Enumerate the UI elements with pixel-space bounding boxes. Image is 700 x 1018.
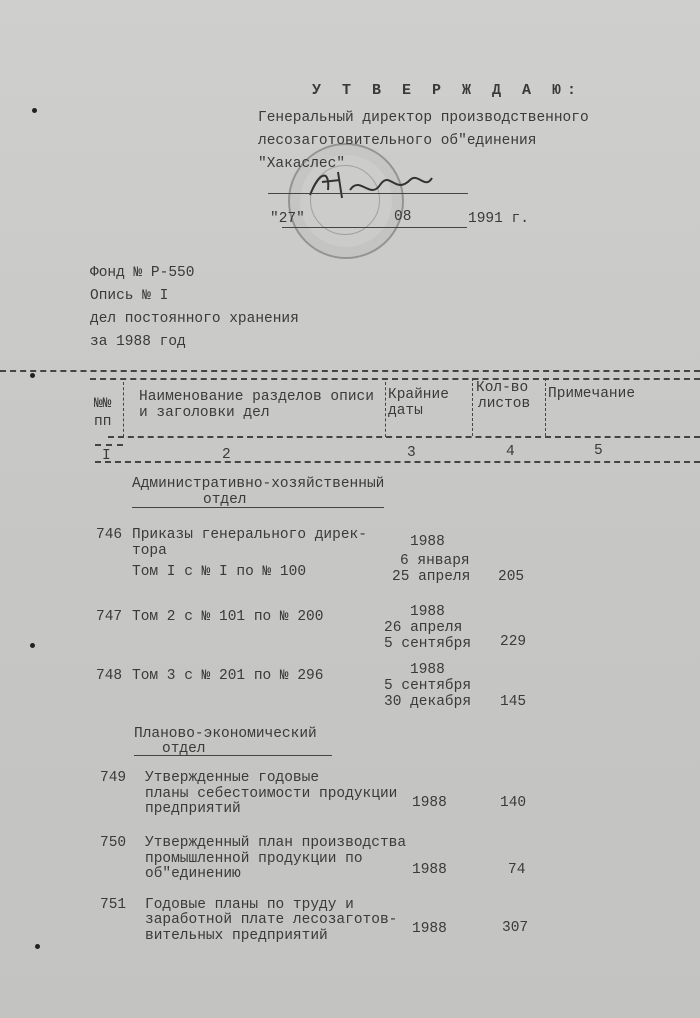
approval-line-3: "Хакаслес"	[258, 156, 346, 172]
row-746-name-1: Приказы генерального дирек-	[132, 527, 367, 543]
col-index-3: 3	[407, 445, 416, 461]
row-749-sheets: 140	[500, 795, 527, 811]
row-746-sub: Том I с № I по № 100	[132, 564, 307, 580]
row-746-date-2: 25 апреля	[392, 569, 471, 585]
row-750-sheets: 74	[508, 862, 526, 878]
row-750-num: 750	[100, 835, 127, 851]
row-751-name-3: вительных предприятий	[145, 928, 328, 944]
col-divider-2	[385, 382, 386, 437]
approval-title: У Т В Е Р Ж Д А Ю:	[312, 82, 583, 99]
row-747-num: 747	[96, 609, 123, 625]
col-name-header-1: Наименование разделов описи	[139, 389, 374, 405]
col-sheets-header-2: листов	[478, 396, 531, 412]
fond-number: Фонд № Р-550	[90, 265, 195, 281]
row-747-year: 1988	[410, 604, 445, 620]
row-747-date-1: 26 апреля	[384, 620, 463, 636]
signature-line	[268, 193, 468, 194]
opis-number: Опись № I	[90, 288, 169, 304]
row-750-name-2: промышленной продукции по	[145, 851, 363, 867]
col-num-header-1: №№	[94, 396, 112, 412]
col-index-4: 4	[506, 444, 515, 460]
row-751-name-1: Годовые планы по труду и	[145, 897, 354, 913]
col-divider-3	[472, 378, 473, 436]
row-746-year: 1988	[410, 534, 445, 550]
row-749-name-3: предприятий	[145, 801, 241, 817]
header-storage: дел постоянного хранения	[90, 311, 299, 327]
col-name-header-2: и заголовки дел	[139, 405, 270, 421]
section-plan-subtitle: отдел	[162, 741, 206, 757]
col-index-2: 2	[222, 447, 231, 463]
approval-date-year: 1991 г.	[468, 211, 529, 227]
director-signature	[300, 160, 440, 210]
section-admin-underline	[132, 507, 384, 508]
punch-mark	[30, 373, 35, 378]
row-748-num: 748	[96, 668, 123, 684]
row-751-year: 1988	[412, 921, 447, 937]
row-746-sheets: 205	[498, 569, 525, 585]
approval-date-day: "27"	[270, 211, 305, 227]
date-underline	[282, 227, 467, 228]
punch-mark	[35, 944, 40, 949]
row-751-num: 751	[100, 897, 127, 913]
row-748-name: Том 3 с № 201 по № 296	[132, 668, 324, 684]
row-748-sheets: 145	[500, 694, 527, 710]
table-top-dashes-2	[90, 378, 700, 380]
col-index-1: I	[102, 448, 111, 464]
row-749-num: 749	[100, 770, 127, 786]
section-admin-title: Административно-хозяйственный	[132, 476, 385, 492]
section-plan-underline	[134, 755, 332, 756]
col-dates-header-1: Крайние	[388, 387, 449, 403]
approval-date-month: 08	[394, 209, 412, 225]
row-750-year: 1988	[412, 862, 447, 878]
col-num-header-2: пп	[94, 414, 112, 430]
row-751-name-2: заработной плате лесозаготов-	[145, 912, 398, 928]
col-sheets-header-1: Кол-во	[476, 380, 529, 396]
col-index-5: 5	[594, 443, 603, 459]
row-750-name-1: Утвержденный план производства	[145, 835, 407, 851]
header-year: за 1988 год	[90, 334, 186, 350]
row-746-num: 746	[96, 527, 123, 543]
row-751-sheets: 307	[502, 920, 529, 936]
col-divider-1	[123, 382, 124, 437]
row-749-name-2: планы себестоимости продукции	[145, 786, 398, 802]
section-plan-title: Планово-экономический	[134, 726, 317, 742]
punch-mark	[32, 108, 37, 113]
row-749-year: 1988	[412, 795, 447, 811]
table-header-bottom-dashes-2	[95, 444, 123, 446]
section-admin-subtitle: отдел	[203, 492, 247, 508]
row-748-date-2: 30 декабря	[384, 694, 472, 710]
col-dates-header-2: даты	[388, 403, 423, 419]
col-note-header: Примечание	[548, 386, 636, 402]
row-748-date-1: 5 сентября	[384, 678, 472, 694]
row-747-date-2: 5 сентября	[384, 636, 472, 652]
row-747-name: Том 2 с № 101 по № 200	[132, 609, 324, 625]
table-header-bottom-dashes	[108, 436, 700, 438]
row-747-sheets: 229	[500, 634, 527, 650]
approval-line-1: Генеральный директор производственного	[258, 110, 589, 126]
approval-line-2: лесозаготовительного об"единения	[258, 133, 537, 149]
row-750-name-3: об"единению	[145, 866, 241, 882]
row-746-date-1: 6 января	[400, 553, 470, 569]
col-divider-4	[545, 378, 546, 436]
table-index-dashes	[95, 461, 700, 463]
row-749-name-1: Утвержденные годовые	[145, 770, 320, 786]
table-top-dashes	[0, 370, 700, 372]
row-748-year: 1988	[410, 662, 445, 678]
punch-mark	[30, 643, 35, 648]
row-746-name-2: тора	[132, 543, 167, 559]
